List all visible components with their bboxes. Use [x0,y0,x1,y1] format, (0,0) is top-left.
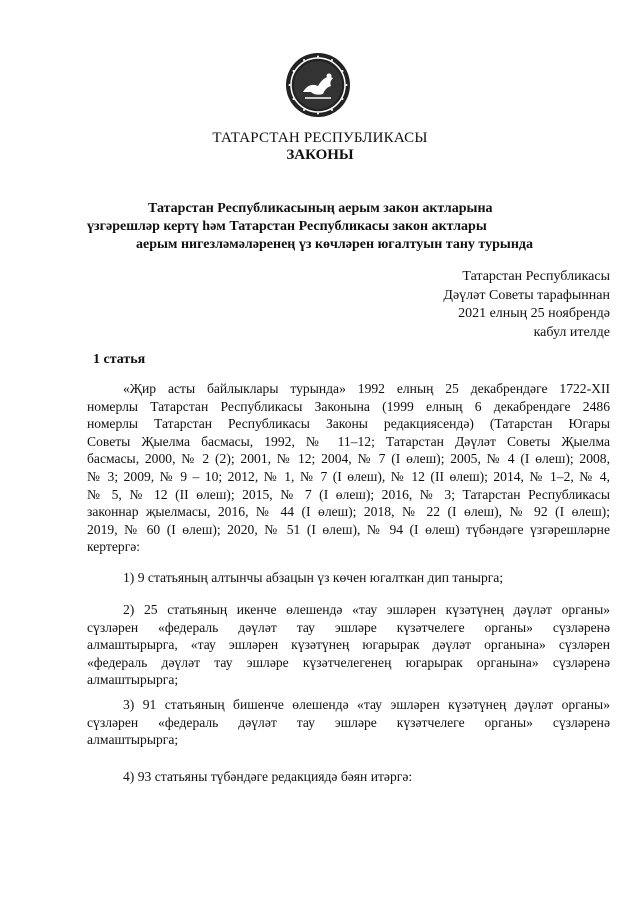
article-heading: 1 статья [93,352,146,367]
intro-line: кертергә: [87,539,141,555]
item-line: алмаштырырга, «тау эшләрен күзәтүнең югарырак дәүләт органына» сүзләрен [87,637,610,653]
law-title-line-2: үзгәрешләр кертү һәм Татарстан Республикасы закон актлары [87,219,487,234]
intro-line: 2019, № 60 (I өлеш); 2020, № 51 (I өлеш), № 94 (I өлеш) түбәндәге үзгәрешләрне [87,521,610,537]
list-item-3 [87,696,610,749]
intro-line: номерлы Татарстан Республикасы Законы редакциясендә) (Татарстан Югары [87,416,610,432]
article-intro-paragraph [87,380,610,556]
adoption-block [443,268,610,342]
intro-line: № 3; 2009, № 9 – 10; 2012, № 1, № 7 (I өлеш), № 12 (II өлеш); 2014, № 1–2, № 4, [87,468,610,484]
law-heading: ЗАКОНЫ [286,147,354,163]
intro-line: басмасы, 2000, № 2 (2); 2001, № 12; 2004, № 7 (I өлеш); 2005, № 4 (I өлеш); 2008, [87,451,610,467]
item-line: сүзләрен «федераль дәүләт тау эшләре күзәтчелеге органы» сүзләренә [87,714,610,730]
intro-line: законнар җыелмасы, 2016, № 44 (I өлеш); 2018, № 22 (I өлеш), № 92 (I өлеш); [87,504,610,520]
intro-line: номерлы Татарстан Республикасы Законына (1999 елның 6 декабрендәге 2486 [87,398,610,414]
list-item-1: 1) 9 статьяның алтынчы абзацын үз көчен югалткан дип танырга; [123,570,504,585]
tatarstan-emblem-icon [285,52,351,118]
intro-line: «Җир асты байлыклары турында» 1992 елның 25 декабрендәге 1722-XII [123,381,610,396]
item-line: 2) 25 статьяның икенче өлешендә «тау эшләрен күзәтүнең дәүләт органы» [123,602,610,617]
item-line: сүзләрен «федераль дәүләт тау эшләре күзәтчелеге органы» сүзләренә [87,619,610,635]
adoption-line-1: Татарстан Республикасы [462,269,610,284]
intro-line: Советы Җыелма басмасы, 1992, № 11–12; Татарстан Дәүләт Советы Җыелма [87,433,610,449]
adoption-line-3: 2021 елның 25 ноябрендә [458,306,610,321]
law-title-line-3: аерым нигезләмәләренең үз көчләрен югалтуын тану турында [136,237,533,252]
adoption-line-4: кабул ителде [533,324,610,340]
intro-line: № 5, № 12 (II өлеш); 2015, № 7 (I өлеш); 2016, № 3; Татарстан Республикасы [87,486,610,502]
item-line: 3) 91 статьяның бишенче өлешендә «тау эшләрен күзәтүнең дәүләт органы» [123,697,610,712]
item-line: алмаштырырга; [87,672,179,688]
item-line: «федераль дәүләт тау эшләре күзәтчелегенең югарырак органына» сүзләренә [87,654,610,670]
list-item-4: 4) 93 статьяны түбәндәге редакциядә бәян итәргә: [123,769,413,784]
law-title-line-1: Татарстан Республикасының аерым закон актларына [148,201,493,216]
item-line: алмаштырырга; [87,732,179,748]
republic-heading: ТАТАРСТАН РЕСПУБЛИКАСЫ [212,130,428,146]
adoption-line-2: Дәүләт Советы тарафыннан [443,287,610,303]
list-item-2 [87,601,610,689]
